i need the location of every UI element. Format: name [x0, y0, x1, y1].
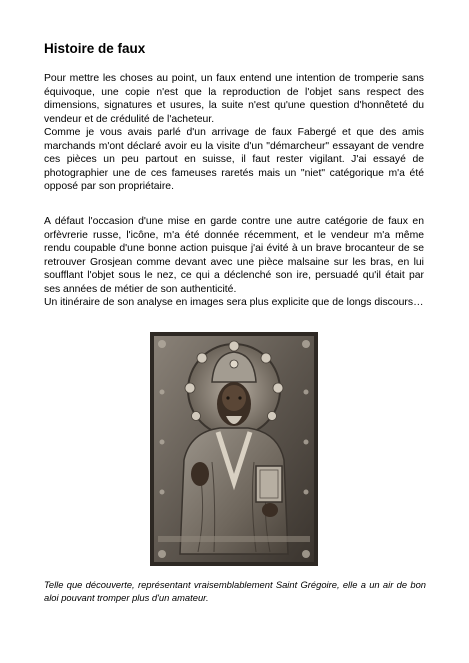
paragraph-1: Pour mettre les choses au point, un faux entend une intention de tromperie sans équivoque, une copie n'est que la reproduction de l'objet sans respect des dimensions, signatures et usures, la suite n'est qu'une question d'honnêteté du vendeur et de crédulité de l'acheteur. — [44, 73, 424, 125]
figure-caption: Telle que découverte, représentant vraisemblablement Saint Grégoire, elle a un air de bon aloi pouvant tromper plus d'un amateur. — [44, 579, 426, 603]
icon-photograph — [150, 332, 318, 566]
paragraph-4: Un itinéraire de son analyse en images sera plus explicite que de longs discours… — [44, 297, 424, 308]
page-title: Histoire de faux — [44, 41, 146, 56]
holding-hand — [262, 503, 278, 517]
blessing-hand — [191, 462, 209, 486]
paragraph-3: A défaut l'occasion d'une mise en garde contre une autre catégorie de faux en orfèvrerie russe, l'icône, m'a été donnée récemment, et le vendeur m'a même rendu coupable d'une bonne action puisque j'ai évité à un brave brocanteur de se retrouver Grosjean comme devant avec une pièce malsaine sur les bras, en lui soufflant l'objet sous le nez, ce qui a déclenché son ire, persuadé qu'il était par ses années de métier de son authenticité. — [44, 216, 424, 295]
paragraph-2: Comme je vous avais parlé d'un arrivage de faux Fabergé et que des amis marchands m'ont déclaré avoir eu la visite d'un "démarcheur" essayant de vendre ces pièces un peu partout en suisse, il faut rester vigilant. J'ai essayé de photographier une de ces fameuses raretés mais un "niet" catégorique m'a été opposé par son propriétaire. — [44, 127, 424, 193]
